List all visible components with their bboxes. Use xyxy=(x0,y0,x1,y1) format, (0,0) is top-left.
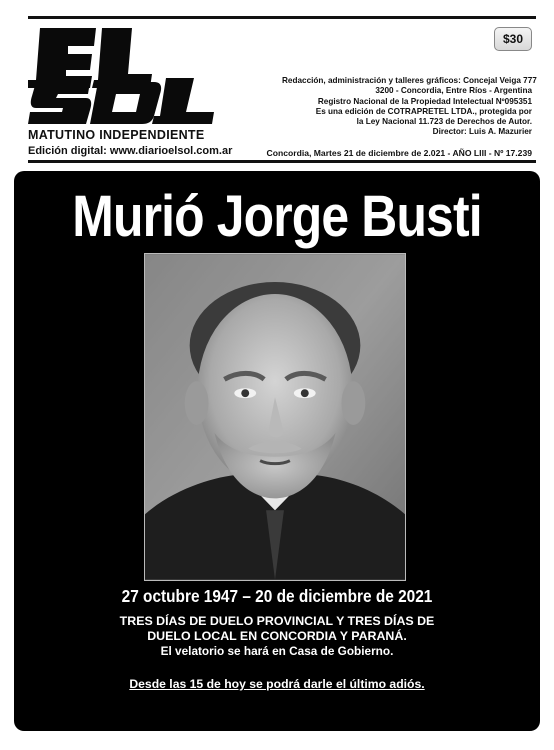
tagline: MATUTINO INDEPENDIENTE xyxy=(28,128,205,142)
farewell-notice: Desde las 15 de hoy se podrá darle el último adiós. xyxy=(129,677,425,691)
announcement-line: El velatorio se hará en Casa de Gobierno. xyxy=(160,644,394,658)
digital-edition-link[interactable]: Edición digital: www.diarioelsol.com.ar xyxy=(28,145,233,157)
credits-line: Es una edición de COTRAPRETEL LTDA., protegida por xyxy=(315,106,532,116)
credits-line: Director: Luis A. Mazurier xyxy=(432,127,532,137)
credits-line: 3200 - Concordia, Entre Ríos - Argentina xyxy=(375,86,532,96)
dateline: Concordia, Martes 21 de diciembre de 2.021 - AÑO LIII - Nº 17.239 xyxy=(266,148,532,158)
portrait-photo xyxy=(144,253,406,581)
life-dates: 27 octubre 1947 – 20 de diciembre de 2021 xyxy=(121,586,433,606)
publisher-credits xyxy=(282,76,537,138)
top-rule xyxy=(28,16,536,19)
credits-line: Redacción, administración y talleres gráficos: Concejal Veiga 777 xyxy=(282,76,537,85)
credits-line: la Ley Nacional 11.723 de Derechos de Autor. xyxy=(356,117,532,127)
announcement-line: DUELO LOCAL EN CONCORDIA Y PARANÁ. xyxy=(147,629,407,643)
credits-line: Registro Nacional de la Propiedad Intelectual Nº095351 xyxy=(317,96,532,106)
headline: Murió Jorge Busti xyxy=(72,184,482,249)
el-sol-logo xyxy=(28,24,214,128)
mourning-announcement xyxy=(0,614,554,659)
announcement-line: TRES DÍAS DE DUELO PROVINCIAL Y TRES DÍAS DE xyxy=(119,614,435,628)
masthead-rule xyxy=(28,160,536,163)
price-badge: $30 xyxy=(494,27,532,51)
